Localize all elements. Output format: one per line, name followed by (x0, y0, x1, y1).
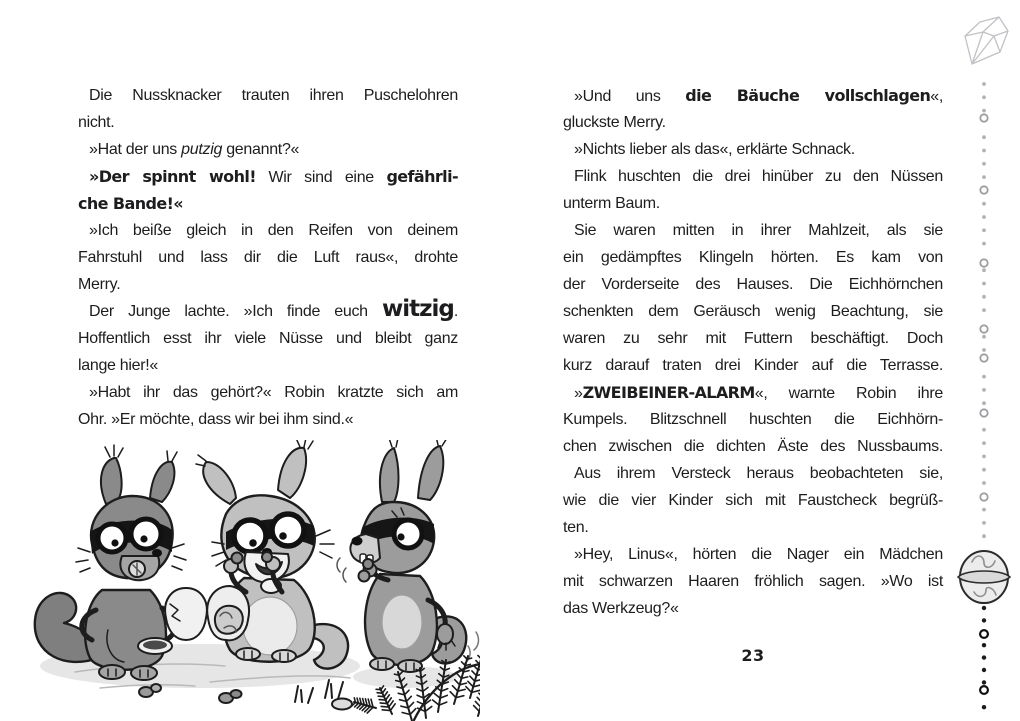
text-line: Ohr. »Er möchte, dass wir bei ihm sind.« (78, 411, 354, 428)
goggle-lens (272, 514, 304, 546)
text-line: Fahrstuhl und lass dir die Luft raus«, drohte (78, 249, 458, 266)
text-line: »Der spinnt wohl! Wir sind eine gefährli- (89, 167, 458, 186)
text-line: lange hier!« (78, 357, 159, 374)
text-line: schenkten dem Geräusch wenig Beachtung, sie (563, 303, 943, 320)
text-line: gluckste Merry. (563, 114, 666, 131)
goggle-lens (98, 524, 126, 552)
text-line: Die Nussknacker trauten ihren Puschelohren (89, 87, 458, 104)
text-line: che Bande!« (78, 194, 184, 213)
goggle-lens (394, 520, 422, 548)
text-line: das Werkzeug?« (563, 600, 679, 617)
goggle-lens (234, 520, 266, 552)
right-page-text (563, 82, 943, 622)
pebbles (139, 684, 352, 710)
text-line: Der Junge lachte. »Ich finde euch witzig. (89, 296, 458, 322)
gem-icon (965, 17, 1008, 64)
text-line: Kumpels. Blitzschnell huschten die Eichhörn- (563, 411, 943, 428)
text-line: »Hat der uns putzig genannt?« (89, 141, 300, 158)
goggle-lens (131, 519, 161, 549)
text-line: »Nichts lieber als das«, erklärte Schnack. (574, 141, 855, 158)
text-line: »Hey, Linus«, hörten die Nager ein Mädchen (574, 546, 943, 563)
text-line: der Vorderseite des Hauses. Die Eichhörnchen (563, 276, 943, 293)
text-line: Merry. (78, 276, 121, 293)
margin-decoration (950, 0, 1020, 721)
squirrel-right (337, 440, 478, 672)
text-line: Flink huschten die drei hinüber zu den Nüssen (574, 168, 943, 185)
walnut-icon (958, 551, 1010, 603)
text-line: »Und uns die Bäuche vollschlagen«, (574, 86, 943, 105)
squirrels-illustration (20, 440, 480, 721)
text-line: waren zu sehr mit Futtern beschäftigt. Doch (563, 330, 943, 347)
text-line: Hoffentlich esst ihr viele Nüsse und bleibt ganz (78, 330, 458, 347)
text-line: ten. (563, 519, 589, 536)
text-line: unterm Baum. (563, 195, 660, 212)
text-line: »Habt ihr das gehört?« Robin kratzte sich am (89, 384, 458, 401)
text-line: »Ich beiße gleich in den Reifen von deinem (89, 222, 458, 239)
text-line: Sie waren mitten in ihrer Mahlzeit, als sie (574, 222, 943, 239)
text-line: nicht. (78, 114, 115, 131)
text-line: Aus ihrem Versteck heraus beobachteten sie, (574, 465, 943, 482)
dotted-trail (980, 82, 988, 709)
text-line: chen zwischen die dichten Äste des Nussbaums. (563, 438, 943, 455)
text-line: wie die vier Kinder sich mit Faustcheck begrüß- (563, 492, 943, 509)
text-line: ein gedämpftes Klingeln hörten. Es kam von (563, 249, 943, 266)
left-page-text (78, 82, 458, 433)
text-line: »ZWEIBEINER-ALARM«, warnte Robin ihre (574, 383, 943, 402)
page-number: 23 (741, 646, 765, 665)
text-line: mit schwarzen Haaren fröhlich sagen. »Wo ist (563, 573, 943, 590)
text-line: kurz darauf traten drei Kinder auf die Terrasse. (563, 357, 943, 374)
